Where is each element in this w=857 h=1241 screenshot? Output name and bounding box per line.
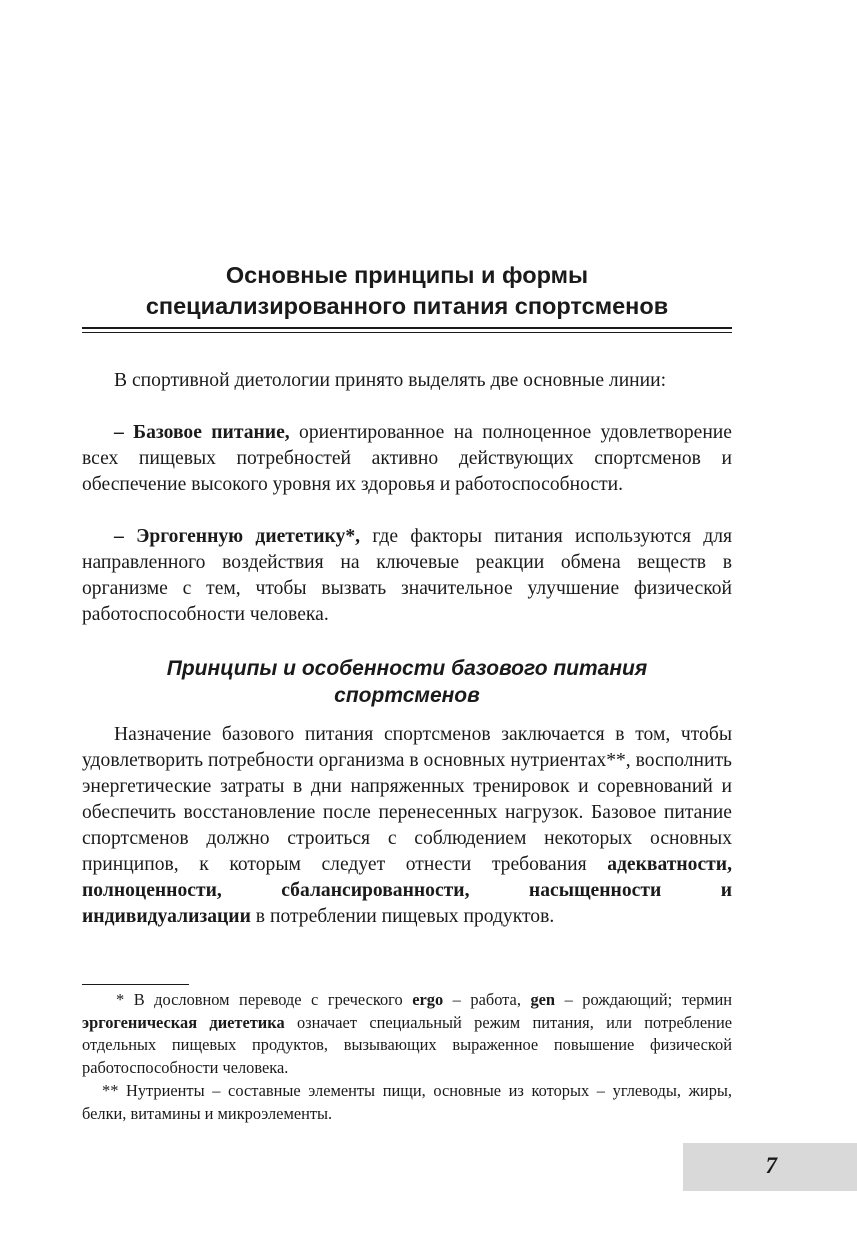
section-text-after: в потреблении пищевых продуктов. xyxy=(250,906,555,927)
footnote-2: ** Нутриенты – составные элементы пищи, основные из которых – углеводы, жиры, белки, витамины и микроэлементы. xyxy=(82,1081,732,1123)
footnote-1-text-a: * В дословном переводе с греческого xyxy=(116,990,413,1009)
chapter-title xyxy=(82,260,732,322)
footnote-1-term: эргогеническая диететика xyxy=(82,1012,285,1032)
footnote-separator xyxy=(82,984,189,985)
section-title xyxy=(82,655,732,709)
footnote-1-text-c: – рождающий; термин xyxy=(555,990,732,1009)
footnote-1-gen: gen xyxy=(530,990,556,1009)
intro-item-basic-text: ориентированное на полноценное удовлетворение всех пищевых потребностей активно действующих спортсменов и обеспечение высокого уровня их здоровья и работоспособности. xyxy=(82,422,732,495)
footnote-mark-1: *, xyxy=(345,526,361,547)
title-rule-thick xyxy=(82,327,732,329)
section-text-before: Назначение базового питания спортсменов заключается в том, чтобы удовлетворить потребности организма в основных нутриентах**, восполнить энергетические затраты в дни напряженных тренировок и соревнований и обеспечить восстановление после перенесенных нагрузок. Базовое питание спортсменов должно строиться с соблюдением некоторых основных принципов, к которым следует отнести требования xyxy=(82,724,732,875)
section-paragraph xyxy=(82,722,732,930)
intro-paragraph: В спортивной диетологии принято выделять две основные линии: xyxy=(114,370,667,391)
chapter-title-line1: Основные принципы и формы xyxy=(225,262,589,288)
page-number: 7 xyxy=(765,1153,777,1178)
footnote-1 xyxy=(82,989,732,1079)
intro-item-basic-term: – Базовое питание, xyxy=(114,422,290,443)
title-rule-thin xyxy=(82,332,732,333)
intro-item-ergogenic xyxy=(82,524,732,628)
footnote-1-text-d: означает специальный режим питания, или потребление отдельных пищевых продуктов, вызывающих выраженное повышение физической работоспособности человека. xyxy=(82,1012,733,1077)
section-title-line1: Принципы и особенности базового питания xyxy=(166,657,648,680)
chapter-title-line2: специализированного питания спортсменов xyxy=(145,293,669,319)
footnote-1-ergo: ergo xyxy=(412,990,444,1009)
intro-item-ergogenic-term: – Эргогенную диететику xyxy=(114,526,346,547)
section-title-line2: спортсменов xyxy=(334,684,480,707)
page-number-box xyxy=(683,1143,857,1191)
intro-item-ergogenic-text: где факторы питания используются для направленного воздействия на ключевые реакции обмена веществ в организме с тем, чтобы вызвать значительное улучшение физической работоспособности человека. xyxy=(82,526,732,625)
intro-item-basic xyxy=(82,420,732,498)
section-text-bold: адекватности, полноценности, сбалансированности, насыщенности и индивидуализации xyxy=(82,854,732,927)
footnote-1-text-b: – работа, xyxy=(443,990,531,1009)
